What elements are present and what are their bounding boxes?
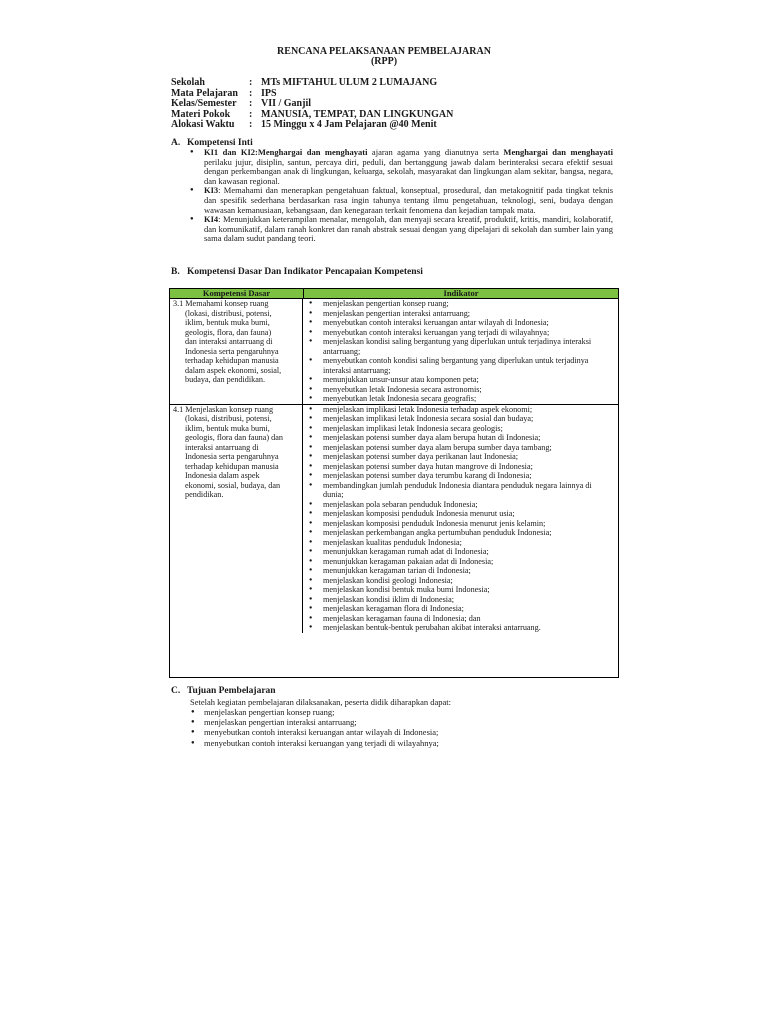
kd-line: (lokasi, distribusi, potensi, (185, 414, 272, 423)
info-separator: : (249, 119, 253, 130)
info-label: Mata Pelajaran (171, 87, 238, 99)
kd-text (173, 405, 299, 500)
kd-number: 3.1 (173, 299, 184, 308)
kd-line: iklim, bentuk muka bumi, (185, 423, 270, 433)
section-b-heading (171, 267, 423, 277)
list-item: ● menjelaskan implikasi letak Indonesia secara geologis; (307, 424, 618, 434)
list-item: ● menjelaskan pengertian interaksi antarruang; (190, 717, 610, 727)
list-item: ● menyebutkan letak Indonesia secara astronomis; (307, 385, 618, 395)
kd-line: dalam aspek ekonomi, sosial, (185, 365, 282, 375)
ki1-rest-text: perilaku jujur, disiplin, santun, percaya diri, peduli, dan bertanggung jawab dalam berinteraksi secara efektif sesuai dengan perkembangan anak di lingkungan, keluarga, sekolah, masyarakat dan lingkungan alam sekitar, bangsa, negara, dan kawasan regional. (204, 156, 613, 186)
indikator-cell (303, 299, 618, 404)
kd-indikator-table (169, 288, 619, 678)
kompetensi-inti-list (190, 148, 613, 244)
list-item: ● menyebutkan contoh interaksi keruangan antar wilayah di Indonesia; (307, 318, 618, 328)
info-row-alokasi-waktu (171, 120, 453, 131)
list-item: ● menjelaskan keragaman fauna di Indonesia; dan (307, 614, 618, 624)
list-item: ● menunjukkan unsur-unsur atau komponen peta; (307, 375, 618, 385)
list-item: ● menjelaskan pengertian interaksi antarruang; (307, 309, 618, 319)
ki3-lead: KI3 (204, 185, 219, 196)
kd-line: interaksi antarruang di (185, 442, 259, 452)
ki4-item (190, 215, 613, 244)
list-item: ● menyebutkan letak Indonesia secara geografis; (307, 394, 618, 404)
info-value: MTs MIFTAHUL ULUM 2 LUMAJANG (261, 77, 438, 88)
list-item: ● menjelaskan kondisi geologi Indonesia; (307, 576, 618, 586)
list-item: ● membandingkan jumlah penduduk Indonesia diantara penduduk negara lainnya di dunia; (307, 481, 618, 500)
list-item: ● menjelaskan implikasi letak Indonesia secara sosial dan budaya; (307, 414, 618, 424)
list-item: ● menjelaskan pengertian konsep ruang; (190, 707, 610, 717)
list-item: ● menjelaskan pengertian konsep ruang; (307, 299, 618, 309)
tujuan-intro: Setelah kegiatan pembelajaran dilaksanakan, peserta didik diharapkan dapat: (190, 697, 452, 707)
list-item: ● menyebutkan contoh interaksi keruangan yang terjadi di wilayahnya; (190, 738, 610, 748)
list-item: ● menjelaskan bentuk-bentuk perubahan akibat interaksi antarruang. (307, 623, 618, 633)
ki1-lead: KI1 dan KI2:Menghargai dan menghayati (204, 147, 368, 157)
ki1-mid-text: ajaran agama yang dianutnya serta (367, 147, 504, 157)
kd-line: (lokasi, distribusi, potensi, (185, 308, 272, 318)
info-separator: : (249, 77, 253, 88)
kd-line: Indonesia dalam aspek (185, 471, 260, 480)
list-item: ● menjelaskan perkembangan angka pertumbuhan penduduk Indonesia; (307, 528, 618, 538)
section-letter: B. (171, 267, 180, 277)
list-item: ● menunjukkan keragaman pakaian adat di Indonesia; (307, 557, 618, 567)
list-item: ● menjelaskan implikasi letak Indonesia terhadap aspek ekonomi; (307, 405, 618, 415)
list-item: ● menyebutkan contoh interaksi keruangan yang terjadi di wilayahnya; (307, 328, 618, 338)
ki3-item (190, 186, 613, 215)
kd-line: terhadap kehidupan manusia (185, 356, 279, 365)
list-item: ● menjelaskan potensi sumber daya alam berupa hutan di Indonesia; (307, 433, 618, 443)
list-item: ● menjelaskan komposisi penduduk Indonesia menurut usia; (307, 509, 618, 519)
info-label: Kelas/Semester (171, 98, 237, 109)
table-header-row (170, 289, 618, 299)
info-label: Sekolah (171, 77, 205, 88)
list-item: ● menjelaskan potensi sumber daya hutan mangrove di Indonesia; (307, 462, 618, 472)
list-item: ● menjelaskan komposisi penduduk Indonesia menurut jenis kelamin; (307, 519, 618, 529)
section-title: Kompetensi Dasar Dan Indikator Pencapaian Kompetensi (187, 267, 423, 277)
list-item: ● menjelaskan potensi sumber daya alam berupa sumber daya tambang; (307, 443, 618, 453)
list-item: ● menjelaskan kondisi saling bergantung yang diperlukan untuk terjadinya interaksi antarruang; (307, 337, 618, 356)
kd-line: budaya, dan pendidikan. (185, 375, 266, 384)
kd-first-line: Memahami konsep ruang (185, 299, 269, 308)
ki4-rest-text: : Menunjukkan keterampilan menalar, mengolah, dan menyaji secara kreatif, produktif, kritis, mandiri, kolaboratif, dan komunikatif, dalam ranah konkret dan ranah abstrak sesuai dengan yang dipelajari di sekolah dan sumber lain yang sama dalam sudut pandang teori. (204, 214, 613, 244)
list-item: ● menunjukkan keragaman tarian di Indonesia; (307, 566, 618, 576)
list-item: ● menjelaskan potensi sumber daya terumbu karang di Indonesia; (307, 471, 618, 481)
kd-line: Indonesia serta pengaruhnya (185, 346, 279, 356)
section-title: Tujuan Pembelajaran (187, 686, 276, 696)
section-title: Kompetensi Inti (187, 138, 253, 148)
ki3-rest-text: : Memahami dan menerapkan pengetahuan faktual, konseptual, prosedural, dan metakognitif pada tingkat teknis dan spesifik sederhana berdasarkan rasa ingin tahunya tentang ilmu pengetahuan, teknologi, seni, budaya dengan wawasan kemanusiaan, kebangsaan, dan kenegaraan terkait fenomena dan kejadian tampak mata. (204, 185, 613, 215)
info-separator: : (249, 108, 253, 120)
section-letter: A. (171, 138, 181, 148)
table-row (170, 299, 618, 405)
header-kompetensi-dasar: Kompetensi Dasar (170, 289, 304, 298)
title-line-2: (RPP) (370, 56, 398, 67)
kd-line: pendidikan. (185, 490, 224, 499)
info-separator: : (249, 87, 253, 99)
kd-cell (170, 405, 303, 633)
kd-text (173, 299, 299, 385)
kd-line: geologis, flora dan fauna) dan (185, 433, 283, 442)
info-row-sekolah (171, 78, 453, 89)
indikator-list (307, 299, 618, 404)
kd-line: ekonomi, sosial, budaya, dan (185, 480, 281, 490)
section-c-heading (171, 686, 276, 696)
list-item: ● menjelaskan pola sebaran penduduk Indonesia; (307, 500, 618, 510)
info-value: MANUSIA, TEMPAT, DAN LINGKUNGAN (261, 108, 454, 120)
kd-line: Indonesia serta pengaruhnya (185, 452, 279, 461)
list-item: ● menyebutkan contoh kondisi saling bergantung yang diperlukan untuk terjadinya interaksi antarruang; (307, 356, 618, 375)
ki1-ki2-item (190, 148, 613, 186)
kd-line: terhadap kehidupan manusia (185, 461, 279, 471)
list-item: ● menjelaskan kondisi bentuk muka bumi Indonesia; (307, 585, 618, 595)
kd-line: dan interaksi antarruang di (185, 337, 273, 346)
tujuan-list (190, 707, 610, 748)
info-value: 15 Minggu x 4 Jam Pelajaran @40 Menit (261, 119, 437, 130)
info-separator: : (249, 98, 253, 109)
kd-line: iklim, bentuk muka bumi, (185, 318, 270, 327)
ki4-lead: KI4 (204, 214, 219, 225)
table-row (170, 405, 618, 633)
list-item: ● menunjukkan keragaman rumah adat di Indonesia; (307, 547, 618, 557)
ki1-bold-text: Menghargai dan menghayati (503, 147, 613, 157)
kd-number: 4.1 (173, 404, 184, 414)
info-label: Alokasi Waktu (171, 119, 235, 130)
indikator-cell (303, 405, 618, 633)
list-item: ● menjelaskan kondisi iklim di Indonesia; (307, 595, 618, 605)
indikator-list (307, 405, 618, 633)
section-letter: C. (171, 686, 181, 696)
document-title (0, 47, 768, 67)
info-label: Materi Pokok (171, 108, 231, 120)
header-indikator: Indikator (443, 288, 479, 298)
info-row-kelas-semester (171, 99, 453, 110)
kd-line: geologis, flora, dan fauna) (185, 327, 272, 337)
info-value: IPS (261, 87, 277, 99)
list-item: ● menyebutkan contoh interaksi keruangan antar wilayah di Indonesia; (190, 727, 610, 737)
info-value: VII / Ganjil (261, 98, 312, 109)
kd-first-line: Menjelaskan konsep ruang (185, 404, 274, 414)
title-line-1: RENCANA PELAKSANAAN PEMBELAJARAN (277, 46, 491, 57)
list-item: ● menjelaskan kualitas penduduk Indonesia; (307, 538, 618, 548)
list-item: ● menjelaskan keragaman flora di Indonesia; (307, 604, 618, 614)
identity-block (171, 78, 453, 131)
list-item: ● menjelaskan potensi sumber daya perikanan laut Indonesia; (307, 452, 618, 462)
kd-cell (170, 299, 303, 404)
